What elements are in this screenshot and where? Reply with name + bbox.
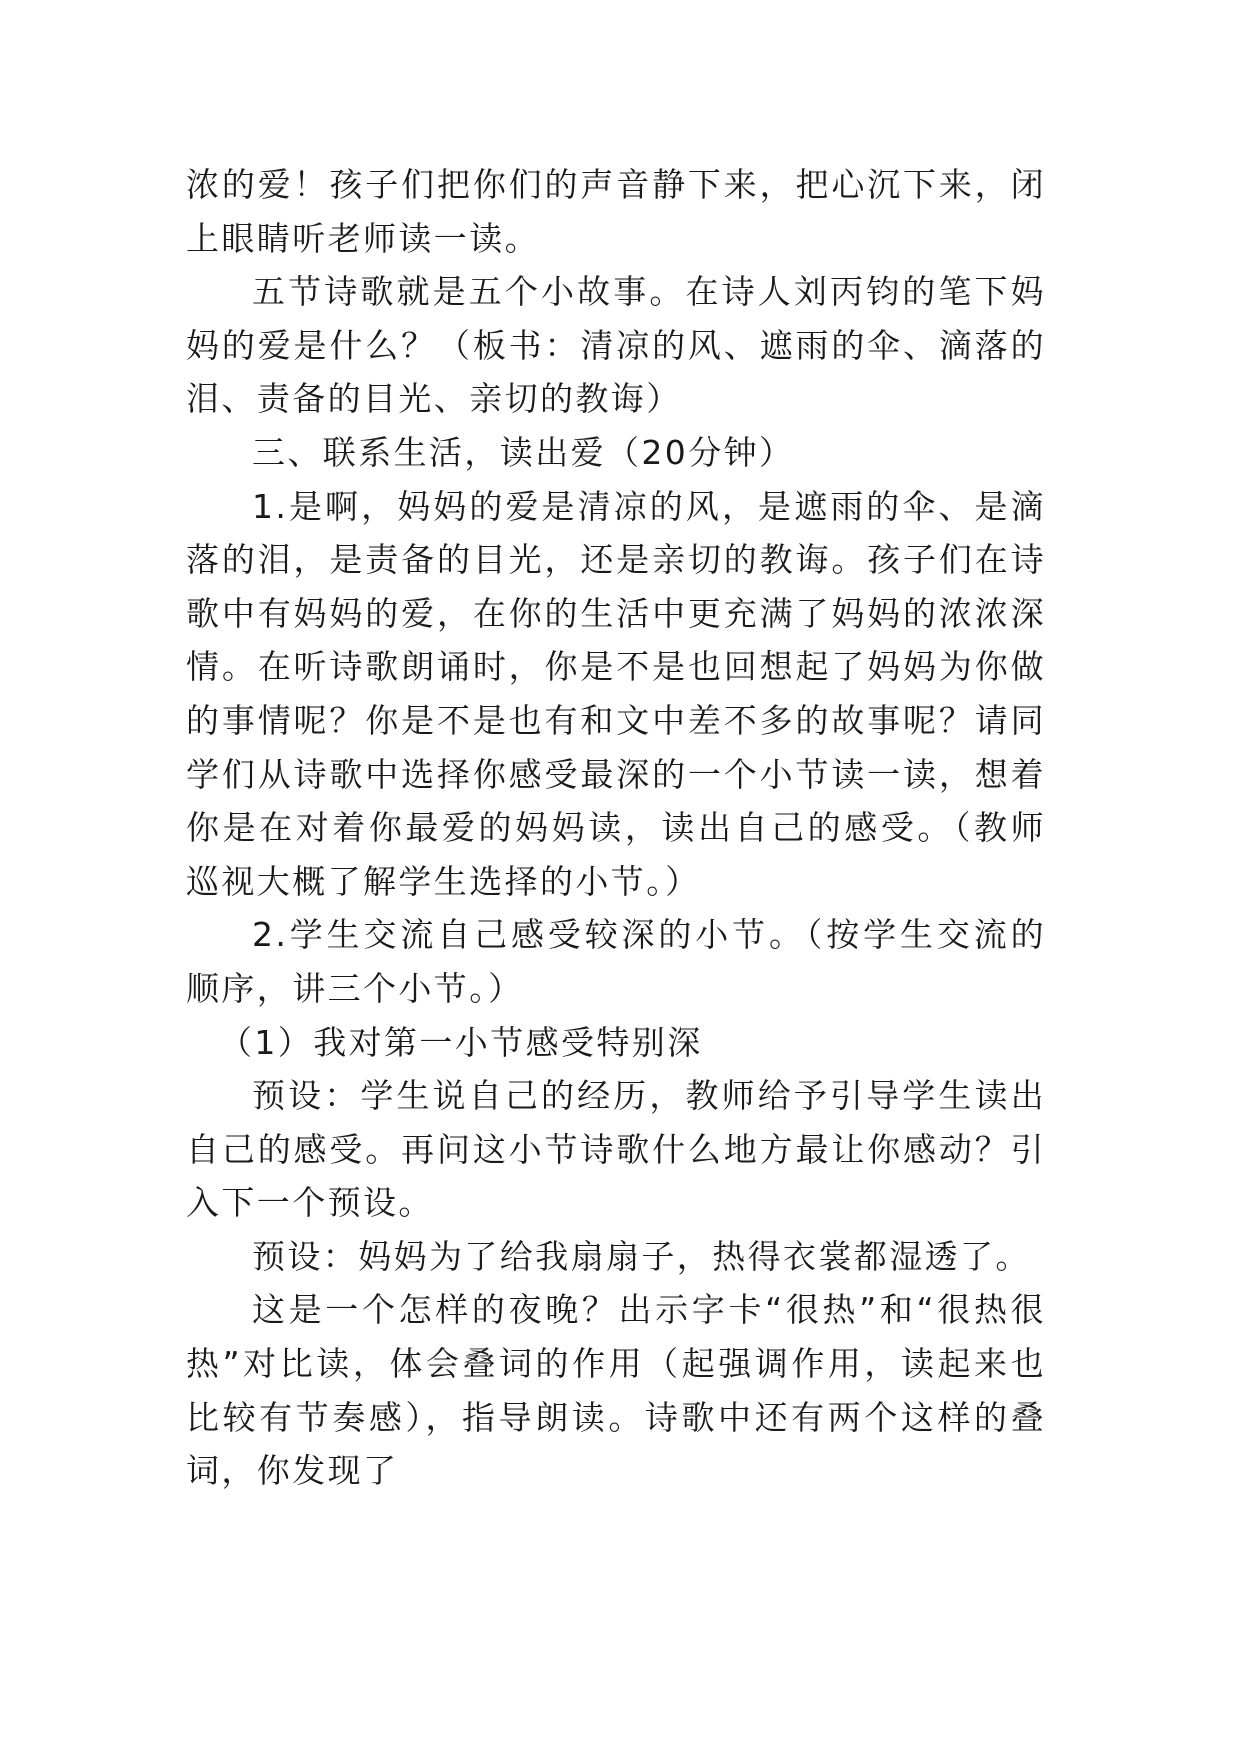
paragraph-five-stanzas: 五节诗歌就是五个小故事。在诗人刘丙钧的笔下妈妈的爱是什么？（板书：清凉的风、遮雨的伞、滴落的泪、责备的目光、亲切的教诲） xyxy=(186,272,1046,419)
paragraph-step-1: 1.是啊，妈妈的爱是清凉的风，是遮雨的伞、是滴落的泪，是责备的目光，还是亲切的教诲。孩子们在诗歌中有妈妈的爱，在你的生活中更充满了妈妈的浓浓深情。在听诗歌朗诵时，你是不是也回想起了妈妈为你做的事情呢？你是不是也有和文中差不多的故事呢？请同学们从诗歌中选择你感受最深的一个小节读一读，想着你是在对着你最爱的妈妈读，读出自己的感受。（教师巡视大概了解学生选择的小节。） xyxy=(186,486,1046,901)
paragraph-continuation: 浓的爱！孩子们把你们的声音静下来，把心沉下来，闭上眼睛听老师读一读。 xyxy=(186,165,1046,258)
paragraph-preset-1: 预设：学生说自己的经历，教师给予引导学生读出自己的感受。再问这小节诗歌什么地方最让你感动？引入下一个预设。 xyxy=(186,1076,1046,1223)
paragraph-preset-2: 预设：妈妈为了给我扇扇子，热得衣裳都湿透了。 xyxy=(252,1236,1031,1276)
section-heading-three: 三、联系生活，读出爱（20分钟） xyxy=(252,432,795,472)
paragraph-subitem-1: （1）我对第一小节感受特别深 xyxy=(219,1022,703,1062)
body-text xyxy=(186,158,1046,1498)
paragraph-night-question: 这是一个怎样的夜晚？出示字卡“很热”和“很热很热”对比读，体会叠词的作用（起强调作用，读起来也比较有节奏感），指导朗读。诗歌中还有两个这样的叠词，你发现了 xyxy=(186,1290,1046,1491)
paragraph-step-2: 2.学生交流自己感受较深的小节。（按学生交流的顺序，讲三个小节。） xyxy=(186,915,1046,1008)
